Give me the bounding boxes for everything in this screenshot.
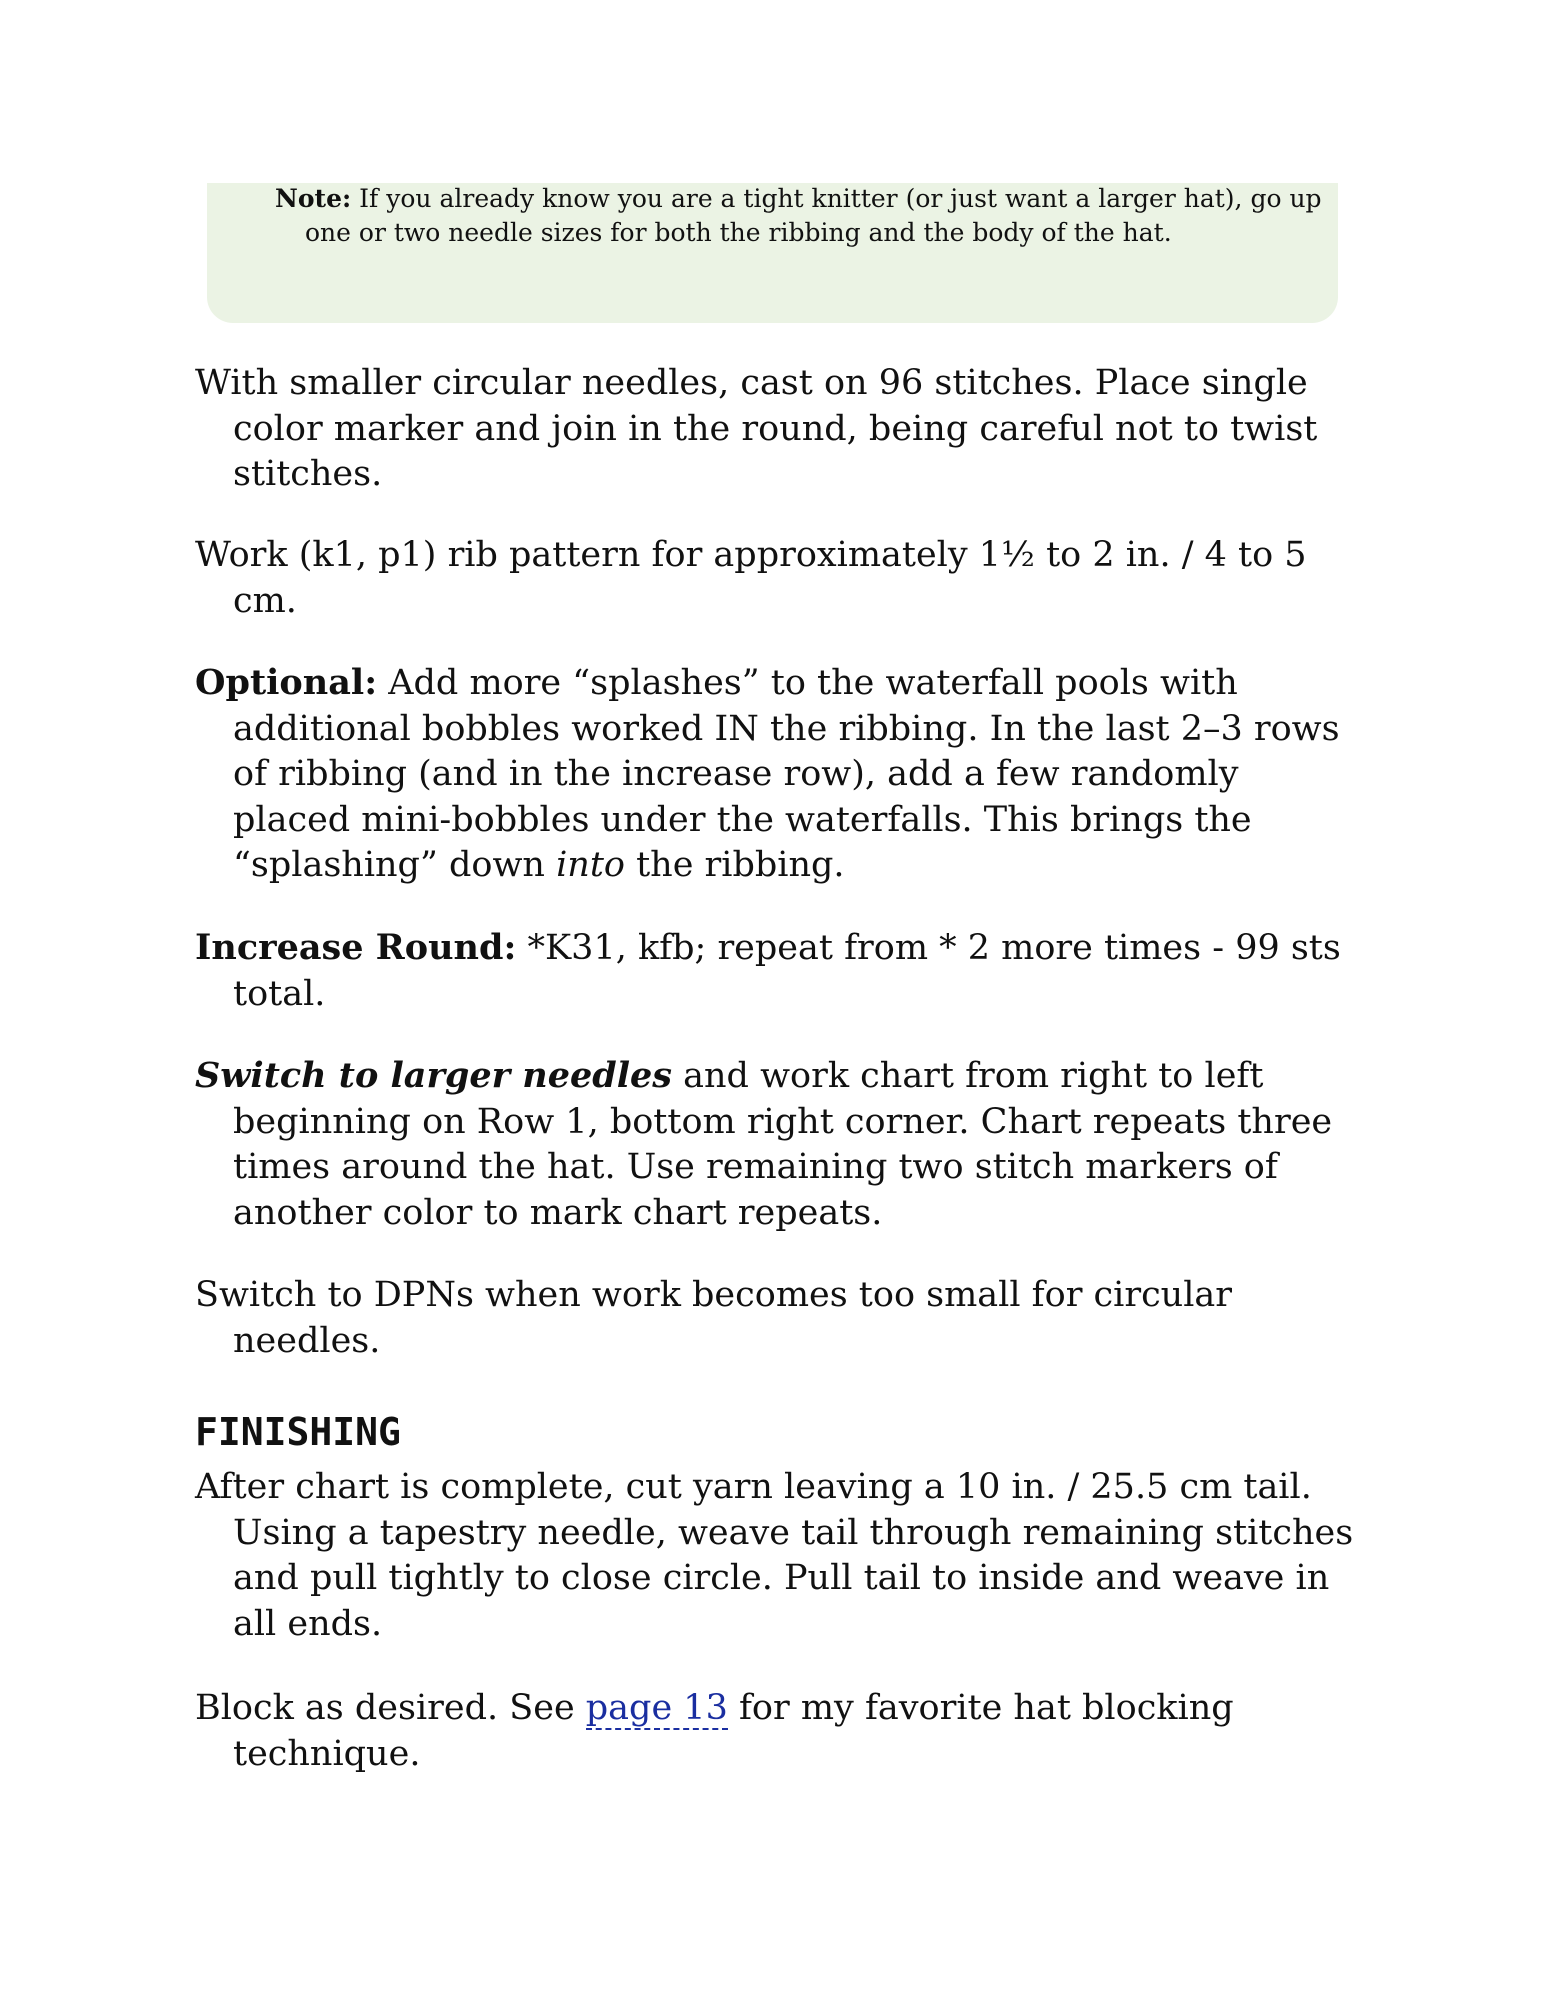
cast-on-paragraph: With smaller circular needles, cast on 96 stitches. Place single color marker and join in the round, being careful not to twist stitches. bbox=[195, 363, 1318, 494]
optional-paragraph bbox=[195, 660, 1365, 889]
optional-text-2: the ribbing. bbox=[624, 845, 845, 885]
block-paragraph bbox=[195, 1686, 1365, 1777]
increase-paragraph bbox=[195, 925, 1365, 1017]
note-label: Note: bbox=[275, 184, 352, 213]
note-text: If you already know you are a tight knitter (or just want a larger hat), go up one or two needle sizes for both the ribbing and the body of the hat. bbox=[305, 184, 1322, 247]
block-text-after: for my favorite hat blocking technique. bbox=[233, 1688, 1234, 1774]
page-13-link[interactable]: page 13 bbox=[585, 1688, 728, 1728]
note-callout bbox=[275, 182, 1345, 250]
rib-paragraph: Work (k1, p1) rib pattern for approximately 1½ to 2 in. / 4 to 5 cm. bbox=[195, 535, 1307, 621]
block-text-before: Block as desired. See bbox=[195, 1688, 586, 1728]
switch-text: and work chart from right to left beginning on Row 1, bottom right corner. Chart repeats three times around the hat. Use remaining two stitch markers of another color to mark chart repeats. bbox=[233, 1056, 1333, 1233]
switch-label: Switch to larger needles bbox=[195, 1055, 673, 1096]
finishing-heading: FINISHING bbox=[195, 1410, 401, 1454]
dpn-paragraph: Switch to DPNs when work becomes too small for circular needles. bbox=[195, 1275, 1233, 1361]
cut-yarn-paragraph: After chart is complete, cut yarn leaving a 10 in. / 25.5 cm tail. Using a tapestry needle, weave tail through remaining stitches and pull tightly to close circle. Pull tail to inside and weave in all ends. bbox=[195, 1467, 1354, 1644]
switch-paragraph bbox=[195, 1053, 1365, 1236]
optional-label: Optional: bbox=[195, 662, 378, 703]
optional-emphasis: into bbox=[556, 845, 625, 885]
increase-text: *K31, kfb; repeat from * 2 more times - 99 sts total. bbox=[233, 928, 1341, 1014]
increase-label: Increase Round: bbox=[195, 927, 517, 968]
optional-text-1: Add more “splashes” to the waterfall pools with additional bobbles worked IN the ribbing. In the last 2–3 rows of ribbing (and in the increase row), add a few randomly placed mini-bobbles under the waterfalls. This brings the “splashing” down bbox=[233, 663, 1340, 885]
